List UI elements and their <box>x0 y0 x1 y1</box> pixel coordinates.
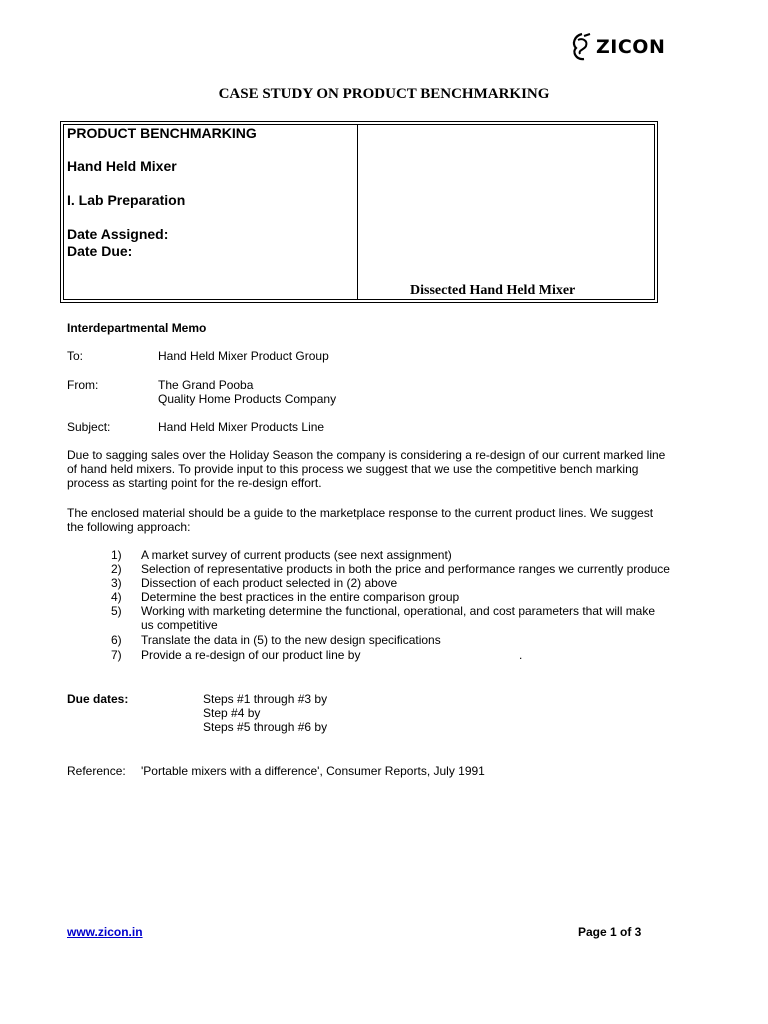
to-value: Hand Held Mixer Product Group <box>158 349 329 363</box>
step-number: 4) <box>111 590 122 604</box>
step-number: 3) <box>111 576 122 590</box>
footer-website-link[interactable]: www.zicon.in <box>67 925 143 939</box>
box-product: Hand Held Mixer <box>67 158 177 174</box>
zicon-emblem-icon <box>570 32 594 62</box>
subject-label: Subject: <box>67 420 111 434</box>
step-text: Dissection of each product selected in (2) above <box>141 576 398 590</box>
paragraph-line: The enclosed material should be a guide to the marketplace response to the current product lines. We suggest <box>67 506 654 520</box>
page-title: CASE STUDY ON PRODUCT BENCHMARKING <box>218 86 550 102</box>
page-number: Page 1 of 3 <box>578 925 642 939</box>
step-7-period: . <box>519 648 523 662</box>
assignment-box-inner <box>63 124 655 300</box>
assignment-box <box>60 121 658 303</box>
from-value-company: Quality Home Products Company <box>158 392 337 406</box>
paragraph-line: process as starting point for the re-design effort. <box>67 476 322 490</box>
step-number: 7) <box>111 648 122 662</box>
paragraph-line: of hand held mixers. To provide input to this process we suggest that we use the competitive bench marking <box>67 462 639 476</box>
box-divider <box>357 125 358 299</box>
step-text: Working with marketing determine the functional, operational, and cost parameters that will make <box>141 604 656 618</box>
due-item: Step #4 by <box>203 706 261 720</box>
reference-value: 'Portable mixers with a difference', Consumer Reports, July 1991 <box>141 764 485 778</box>
box-heading: PRODUCT BENCHMARKING <box>67 125 257 141</box>
box-date-assigned: Date Assigned: <box>67 226 169 242</box>
due-dates-label: Due dates: <box>67 692 129 706</box>
box-section: I. Lab Preparation <box>67 192 186 208</box>
reference-label: Reference: <box>67 764 126 778</box>
logo-text: ZICON <box>596 36 666 58</box>
zicon-logo <box>570 30 680 66</box>
step-text: Determine the best practices in the entire comparison group <box>141 590 460 604</box>
step-text-continued: us competitive <box>141 618 218 632</box>
due-item: Steps #5 through #6 by <box>203 720 328 734</box>
from-value-name: The Grand Pooba <box>158 378 254 392</box>
subject-value: Hand Held Mixer Products Line <box>158 420 325 434</box>
step-text: Selection of representative products in both the price and performance ranges we currently produce <box>141 562 670 576</box>
to-label: To: <box>67 349 84 363</box>
step-number: 2) <box>111 562 122 576</box>
step-number: 6) <box>111 633 122 647</box>
image-caption: Dissected Hand Held Mixer <box>410 283 576 298</box>
step-text: Translate the data in (5) to the new design specifications <box>141 633 441 647</box>
from-label: From: <box>67 378 99 392</box>
step-text: A market survey of current products (see next assignment) <box>141 548 452 562</box>
paragraph-line: Due to sagging sales over the Holiday Season the company is considering a re-design of our current marked line <box>67 448 666 462</box>
paragraph-line: the following approach: <box>67 520 191 534</box>
due-item: Steps #1 through #3 by <box>203 692 328 706</box>
step-number: 5) <box>111 604 122 618</box>
step-number: 1) <box>111 548 122 562</box>
memo-heading: Interdepartmental Memo <box>67 321 207 335</box>
box-date-due: Date Due: <box>67 243 133 259</box>
step-text: Provide a re-design of our product line by <box>141 648 361 662</box>
